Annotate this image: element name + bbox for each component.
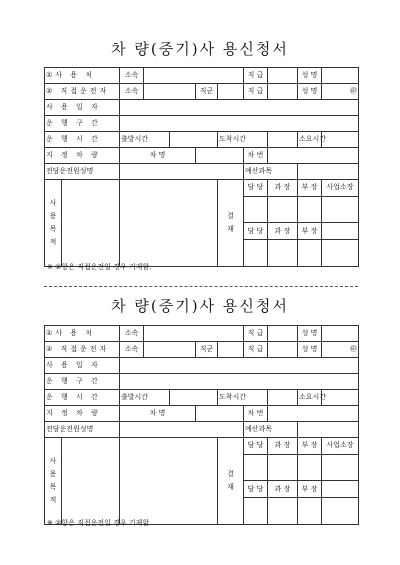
driver-name-label: 전담운전원성명 [45, 164, 120, 180]
purpose-label: 사용목적 [49, 457, 57, 504]
purpose-field[interactable] [62, 438, 120, 524]
arrive-time-field[interactable] [268, 132, 298, 148]
class-field[interactable] [218, 84, 244, 100]
route-label: 운 행 구 간 [45, 116, 120, 132]
approval-sign-box[interactable] [244, 240, 268, 267]
depart-time-label: 출발시간 [120, 390, 170, 406]
arrive-time-label: 도착시간 [218, 390, 268, 406]
affil-label: 소속 [120, 84, 144, 100]
affil-label: 소속 [120, 326, 144, 342]
driver-name-field[interactable] [120, 422, 244, 438]
approval-col: 과 장 [268, 180, 298, 197]
duration-label: 소요시간 [298, 132, 322, 148]
approval-empty [322, 481, 359, 498]
approval-col: 사업소장 [322, 438, 359, 455]
drive-time-label: 운 행 시 간 [45, 132, 120, 148]
approval-col: 부 장 [298, 223, 322, 240]
approval-col: 과 장 [268, 481, 298, 498]
approval-col: 부 장 [298, 481, 322, 498]
name-label: 성 명 [298, 342, 322, 358]
approval-col: 과 장 [268, 223, 298, 240]
approval-label: 결재 [227, 212, 234, 233]
car-no-field[interactable] [268, 148, 359, 164]
user-dept-field[interactable] [144, 68, 244, 84]
approval-sign-box[interactable] [322, 454, 359, 481]
rank-label: 직 급 [244, 84, 268, 100]
approval-col: 부 장 [298, 438, 322, 455]
request-table [44, 325, 359, 525]
user-dept-field[interactable] [144, 326, 244, 342]
name-field[interactable] [322, 68, 359, 84]
approval-label: 결재 [227, 470, 234, 491]
driver-name-label: 전담운전원성명 [45, 422, 120, 438]
car-name-field[interactable] [196, 148, 244, 164]
rank-field[interactable] [268, 68, 298, 84]
car-name-field[interactable] [196, 406, 244, 422]
use-date-label: 사 용 일 자 [45, 358, 120, 374]
approval-sign-box[interactable] [268, 240, 298, 267]
approval-sign-box[interactable] [298, 498, 322, 525]
car-name-label: 차 명 [120, 406, 196, 422]
budget-field[interactable] [298, 164, 359, 180]
duration-field[interactable] [322, 390, 359, 406]
approval-sign-box[interactable] [298, 196, 322, 223]
approval-sign-box[interactable] [244, 498, 268, 525]
rank-field[interactable] [268, 342, 298, 358]
purpose-body[interactable] [120, 180, 218, 267]
drive-time-label: 운 행 시 간 [45, 390, 120, 406]
name-seal-field[interactable] [322, 342, 359, 358]
purpose-body[interactable] [120, 438, 218, 525]
driver-affil-field[interactable] [144, 342, 196, 358]
arrive-time-label: 도착시간 [218, 132, 268, 148]
car-no-label: 차 번 [244, 406, 268, 422]
rank-label: 직 급 [244, 342, 268, 358]
seal-icon: ㊞ [350, 345, 357, 353]
user-dept-label: ①사 용 처 [45, 68, 120, 84]
class-label: 직군 [196, 84, 218, 100]
budget-label: 예산과목 [244, 164, 298, 180]
use-date-field[interactable] [120, 100, 359, 116]
approval-col: 사업소장 [322, 180, 359, 197]
affil-label: 소속 [120, 68, 144, 84]
route-field[interactable] [120, 374, 359, 390]
approval-sign-box[interactable] [268, 498, 298, 525]
approval-col: 담 당 [244, 481, 268, 498]
name-label: 성 명 [298, 68, 322, 84]
rank-field[interactable] [268, 326, 298, 342]
approval-sign-box[interactable] [322, 196, 359, 223]
purpose-field[interactable] [62, 180, 120, 266]
approval-sign-box[interactable] [268, 454, 298, 481]
duration-label: 소요시간 [298, 390, 322, 406]
approval-sign-box[interactable] [298, 240, 322, 267]
arrive-time-field[interactable] [268, 390, 298, 406]
car-name-label: 차 명 [120, 148, 196, 164]
rank-label: 직 급 [244, 68, 268, 84]
use-date-field[interactable] [120, 358, 359, 374]
driver-affil-field[interactable] [144, 84, 196, 100]
name-label: 성 명 [298, 84, 322, 100]
budget-label: 예산과목 [244, 422, 298, 438]
class-label: 직군 [196, 342, 218, 358]
form-title: 차 량(중기)사 용신청서 [111, 40, 289, 58]
user-dept-label: ①사 용 처 [45, 326, 120, 342]
approval-sign-box[interactable] [244, 196, 268, 223]
form-note: ※ ②항은 직접운전일 경우 기재함. [47, 263, 152, 271]
driver-label: ② 직접운전자 [45, 84, 120, 100]
approval-sign-box[interactable] [268, 196, 298, 223]
car-no-field[interactable] [268, 406, 359, 422]
approval-empty [322, 498, 359, 525]
route-field[interactable] [120, 116, 359, 132]
duration-field[interactable] [322, 132, 359, 148]
approval-empty [322, 240, 359, 267]
approval-sign-box[interactable] [244, 454, 268, 481]
approval-col: 부 장 [298, 180, 322, 197]
class-field[interactable] [218, 342, 244, 358]
vehicle-label: 지 정 차 량 [45, 406, 120, 422]
approval-col: 과 장 [268, 438, 298, 455]
rank-field[interactable] [268, 84, 298, 100]
form-title: 차 량(중기)사 용신청서 [111, 297, 289, 315]
name-label: 성 명 [298, 326, 322, 342]
rank-label: 직 급 [244, 326, 268, 342]
driver-name-field[interactable] [120, 164, 244, 180]
approval-col: 담 당 [244, 438, 268, 455]
depart-time-field[interactable] [170, 390, 218, 406]
name-field[interactable] [322, 326, 359, 342]
route-label: 운 행 구 간 [45, 374, 120, 390]
depart-time-label: 출발시간 [120, 132, 170, 148]
budget-field[interactable] [298, 422, 359, 438]
approval-sign-box[interactable] [298, 454, 322, 481]
affil-label: 소속 [120, 342, 144, 358]
driver-label: ② 직접운전자 [45, 342, 120, 358]
use-date-label: 사 용 일 자 [45, 100, 120, 116]
car-no-label: 차 번 [244, 148, 268, 164]
name-seal-field[interactable] [322, 84, 359, 100]
approval-empty [322, 223, 359, 240]
approval-col: 담 당 [244, 223, 268, 240]
seal-icon: ㊞ [350, 87, 357, 95]
purpose-label: 사용목적 [49, 199, 57, 246]
approval-col: 담 당 [244, 180, 268, 197]
depart-time-field[interactable] [170, 132, 218, 148]
form-note: ※ ②항은 직접운전일 경우 기재함. [47, 519, 152, 527]
request-table [44, 67, 359, 267]
vehicle-label: 지 정 차 량 [45, 148, 120, 164]
cut-line [44, 286, 358, 287]
